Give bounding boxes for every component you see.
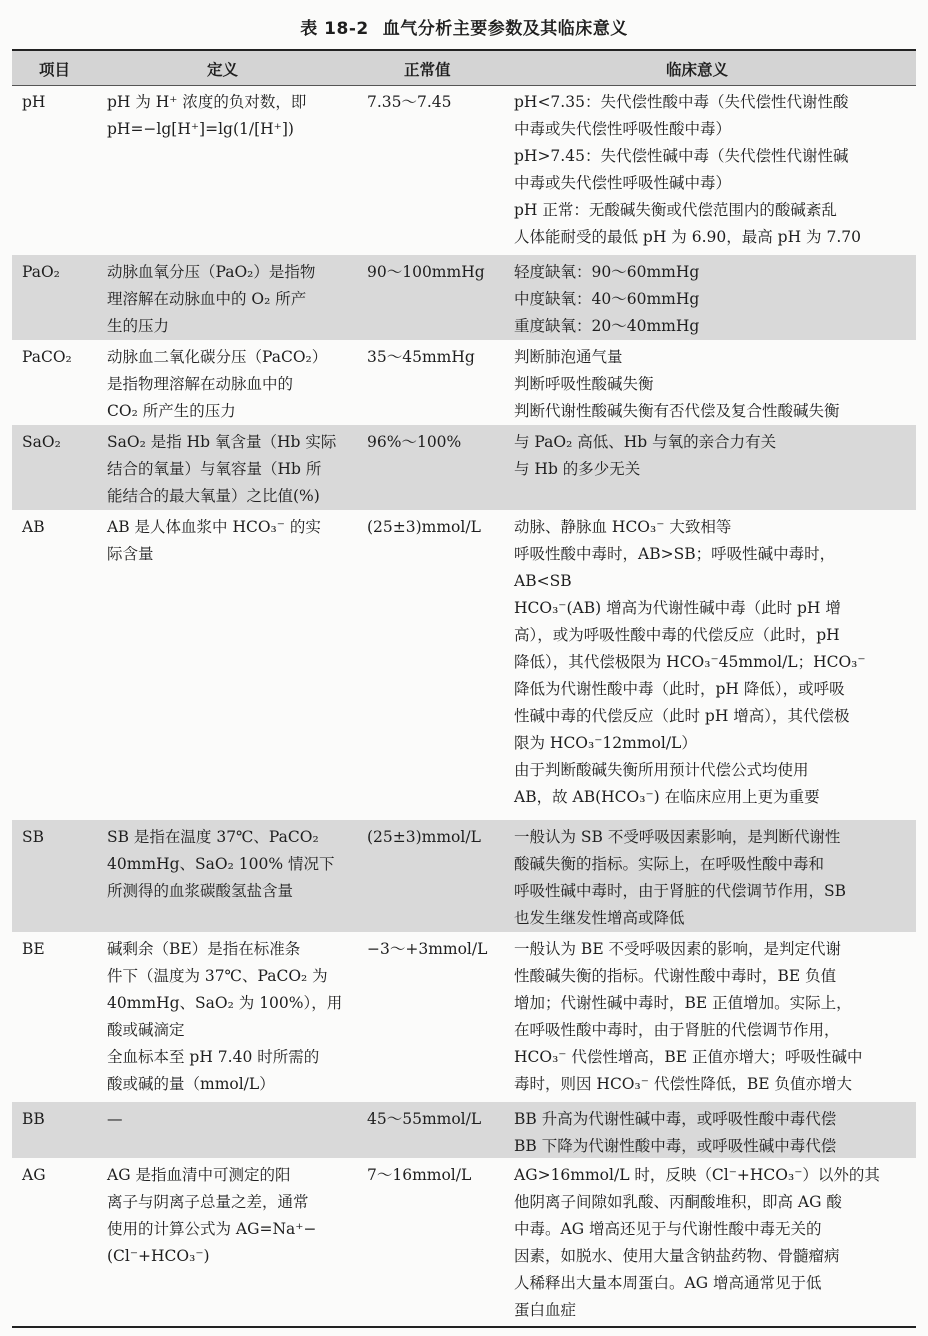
row-clinical-meaning-line: 重度缺氧：20～40mmHg (514, 317, 700, 335)
row-normal-value: 7～16mmol/L (367, 1166, 472, 1184)
row-clinical-meaning-line: pH<7.35：失代偿性酸中毒（失代偿性代谢性酸 (514, 93, 849, 111)
row-clinical-meaning-line: 中度缺氧：40～60mmHg (514, 290, 700, 308)
row-clinical-meaning-line: BB 下降为代谢性酸中毒，或呼吸性碱中毒代偿 (514, 1137, 837, 1155)
row-definition-line: 生的压力 (107, 317, 170, 335)
row-clinical-meaning-line: 降低为代谢性酸中毒（此时，pH 降低），或呼吸 (514, 680, 845, 698)
row-definition (107, 344, 327, 425)
row-item: AB (22, 518, 45, 536)
row-definition-line: 动脉血二氧化碳分压（PaCO₂） (107, 348, 328, 366)
table-row (12, 510, 916, 820)
row-clinical-meaning (514, 824, 846, 932)
row-clinical-meaning-line: 判断呼吸性酸碱失衡 (514, 375, 654, 393)
row-item: SB (22, 828, 45, 846)
row-clinical-meaning-line: 中毒。AG 增高还见于与代谢性酸中毒无关的 (514, 1220, 822, 1238)
row-clinical-meaning (514, 514, 866, 811)
table-row (12, 820, 916, 932)
row-clinical-meaning-line: 性碱中毒的代偿反应（此时 pH 增高），其代偿极 (514, 707, 850, 725)
row-definition-line: 际含量 (107, 545, 154, 563)
row-clinical-meaning-line: AB，故 AB(HCO₃⁻) 在临床应用上更为重要 (514, 788, 820, 806)
row-clinical-meaning (514, 936, 863, 1098)
row-item: SaO₂ (22, 433, 61, 451)
row-definition-line: pH=−lg[H⁺]=lg(1/[H⁺]) (107, 120, 294, 138)
row-clinical-meaning-line: 轻度缺氧：90～60mmHg (514, 263, 700, 281)
row-clinical-meaning (514, 344, 840, 425)
row-clinical-meaning-line: 判断肺泡通气量 (514, 348, 623, 366)
row-normal-value: (25±3)mmol/L (367, 518, 481, 536)
table-row (12, 932, 916, 1102)
row-clinical-meaning-line: 性酸碱失衡的指标。代谢性酸中毒时，BE 负值 (514, 967, 837, 985)
row-definition-line: 结合的氧量）与氧容量（Hb 所 (107, 460, 322, 478)
row-clinical-meaning-line: 在呼吸性酸中毒时，由于肾脏的代偿调节作用， (514, 1021, 840, 1039)
table-row (12, 1158, 916, 1326)
row-definition-line: CO₂ 所产生的压力 (107, 402, 236, 420)
row-definition-line: SB 是指在温度 37℃、PaCO₂ (107, 828, 319, 846)
table-caption (0, 14, 928, 39)
header-meaning: 临床意义 (666, 61, 729, 79)
row-definition-line: AG 是指血清中可测定的阳 (107, 1166, 291, 1184)
row-clinical-meaning-line: HCO₃⁻ 代偿性增高，BE 正值亦增大；呼吸性碱中 (514, 1048, 863, 1066)
row-clinical-meaning-line: 人稀释出大量本周蛋白。AG 增高通常见于低 (514, 1274, 822, 1292)
row-clinical-meaning (514, 259, 699, 340)
table-row (12, 1102, 916, 1158)
row-definition-line: 40mmHg、SaO₂ 为 100%），用 (107, 994, 343, 1012)
row-clinical-meaning-line: 因素，如脱水、使用大量含钠盐药物、骨髓瘤病 (514, 1247, 840, 1265)
row-clinical-meaning-line: 判断代谢性酸碱失衡有否代偿及复合性酸碱失衡 (514, 402, 840, 420)
row-clinical-meaning-line: 毒时，则因 HCO₃⁻ 代偿性降低，BE 负值亦增大 (514, 1075, 852, 1093)
row-item: PaO₂ (22, 263, 60, 281)
row-definition-line: 酸或碱滴定 (107, 1021, 185, 1039)
row-definition-line: 酸或碱的量（mmol/L） (107, 1075, 275, 1093)
row-clinical-meaning-line: 也发生继发性增高或降低 (514, 909, 685, 927)
row-definition-line: 全血标本至 pH 7.40 时所需的 (107, 1048, 320, 1066)
row-item: PaCO₂ (22, 348, 72, 366)
table-row (12, 340, 916, 425)
row-clinical-meaning (514, 1106, 836, 1160)
table-row (12, 255, 916, 340)
row-definition (107, 824, 335, 905)
row-definition-line: 离子与阴离子总量之差，通常 (107, 1193, 309, 1211)
row-clinical-meaning (514, 1162, 880, 1324)
row-clinical-meaning-line: BB 升高为代谢性碱中毒，或呼吸性酸中毒代偿 (514, 1110, 837, 1128)
row-definition-line: 所测得的血浆碳酸氢盐含量 (107, 882, 294, 900)
row-clinical-meaning-line: 中毒或失代偿性呼吸性酸中毒） (514, 120, 732, 138)
row-clinical-meaning-line: 高），或为呼吸性酸中毒的代偿反应（此时，pH (514, 626, 840, 644)
row-item: AG (22, 1166, 46, 1184)
row-definition-line: 理溶解在动脉血中的 O₂ 所产 (107, 290, 307, 308)
row-clinical-meaning-line: pH>7.45：失代偿性碱中毒（失代偿性代谢性碱 (514, 147, 849, 165)
row-clinical-meaning-line: 降低），其代偿极限为 HCO₃⁻45mmol/L；HCO₃⁻ (514, 653, 866, 671)
row-definition (107, 514, 321, 568)
row-clinical-meaning-line: 人体能耐受的最低 pH 为 6.90，最高 pH 为 7.70 (514, 228, 861, 246)
row-definition-line: (Cl⁻+HCO₃⁻) (107, 1247, 210, 1265)
table-row (12, 425, 916, 510)
row-normal-value: 90～100mmHg (367, 263, 485, 281)
row-definition-line: 动脉血氧分压（PaO₂）是指物 (107, 263, 316, 281)
row-normal-value: 7.35～7.45 (367, 93, 452, 111)
row-clinical-meaning-line: 与 Hb 的多少无关 (514, 460, 641, 478)
table-row (12, 85, 916, 255)
row-definition (107, 89, 306, 143)
row-definition (107, 1162, 316, 1270)
row-normal-value: 96%～100% (367, 433, 462, 451)
row-item: pH (22, 93, 46, 111)
table-number: 表 18-2 (300, 19, 369, 39)
row-clinical-meaning-line: 一般认为 BE 不受呼吸因素的影响，是判定代谢 (514, 940, 842, 958)
header-definition: 定义 (207, 61, 239, 79)
row-clinical-meaning-line: AB<SB (514, 572, 572, 590)
row-clinical-meaning-line: 呼吸性酸中毒时，AB>SB；呼吸性碱中毒时， (514, 545, 836, 563)
row-normal-value: 45～55mmol/L (367, 1110, 482, 1128)
row-definition-line: 碱剩余（BE）是指在标准条 (107, 940, 301, 958)
row-clinical-meaning (514, 429, 776, 483)
row-definition (107, 936, 342, 1098)
header-normal: 正常值 (404, 61, 451, 79)
row-clinical-meaning-line: 一般认为 SB 不受呼吸因素影响，是判断代谢性 (514, 828, 841, 846)
row-definition (107, 1106, 123, 1133)
row-clinical-meaning-line: 增加；代谢性碱中毒时，BE 正值增加。实际上， (514, 994, 852, 1012)
row-clinical-meaning-line: 由于判断酸碱失衡所用预计代偿公式均使用 (514, 761, 809, 779)
row-definition-line: 件下（温度为 37℃、PaCO₂ 为 (107, 967, 328, 985)
bottom-rule (12, 1326, 916, 1328)
row-normal-value: (25±3)mmol/L (367, 828, 481, 846)
row-clinical-meaning-line: HCO₃⁻(AB) 增高为代谢性碱中毒（此时 pH 增 (514, 599, 841, 617)
row-definition-line: pH 为 H⁺ 浓度的负对数，即 (107, 93, 307, 111)
row-clinical-meaning-line: AG>16mmol/L 时，反映（Cl⁻+HCO₃⁻）以外的其 (514, 1166, 880, 1184)
row-clinical-meaning-line: 限为 HCO₃⁻12mmol/L） (514, 734, 697, 752)
row-definition-line: 是指物理溶解在动脉血中的 (107, 375, 294, 393)
header-item: 项目 (39, 61, 71, 79)
row-item: BE (22, 940, 45, 958)
row-definition-line: 40mmHg、SaO₂ 100% 情况下 (107, 855, 335, 873)
row-clinical-meaning-line: 动脉、静脉血 HCO₃⁻ 大致相等 (514, 518, 732, 536)
row-definition-line: AB 是人体血浆中 HCO₃⁻ 的实 (107, 518, 321, 536)
row-definition (107, 429, 336, 510)
row-clinical-meaning-line: 与 PaO₂ 高低、Hb 与氧的亲合力有关 (514, 433, 777, 451)
row-definition-line: 能结合的最大氧量）之比值(%) (107, 487, 320, 505)
row-definition (107, 259, 315, 340)
table-header (12, 51, 916, 86)
row-clinical-meaning-line: 蛋白血症 (514, 1301, 577, 1319)
row-clinical-meaning-line: 呼吸性碱中毒时，由于肾脏的代偿调节作用，SB (514, 882, 847, 900)
row-definition-line: — (107, 1110, 123, 1128)
row-normal-value: −3～+3mmol/L (367, 940, 488, 958)
row-definition-line: 使用的计算公式为 AG=Na⁺− (107, 1220, 317, 1238)
row-definition-line: SaO₂ 是指 Hb 氧含量（Hb 实际 (107, 433, 337, 451)
row-normal-value: 35～45mmHg (367, 348, 475, 366)
table-title: 血气分析主要参数及其临床意义 (382, 19, 628, 39)
row-clinical-meaning-line: pH 正常：无酸碱失衡或代偿范围内的酸碱紊乱 (514, 201, 837, 219)
row-clinical-meaning-line: 他阴离子间隙如乳酸、丙酮酸堆积，即高 AG 酸 (514, 1193, 842, 1211)
row-item: BB (22, 1110, 45, 1128)
row-clinical-meaning-line: 酸碱失衡的指标。实际上，在呼吸性酸中毒和 (514, 855, 825, 873)
row-clinical-meaning (514, 89, 861, 251)
row-clinical-meaning-line: 中毒或失代偿性呼吸性碱中毒） (514, 174, 732, 192)
